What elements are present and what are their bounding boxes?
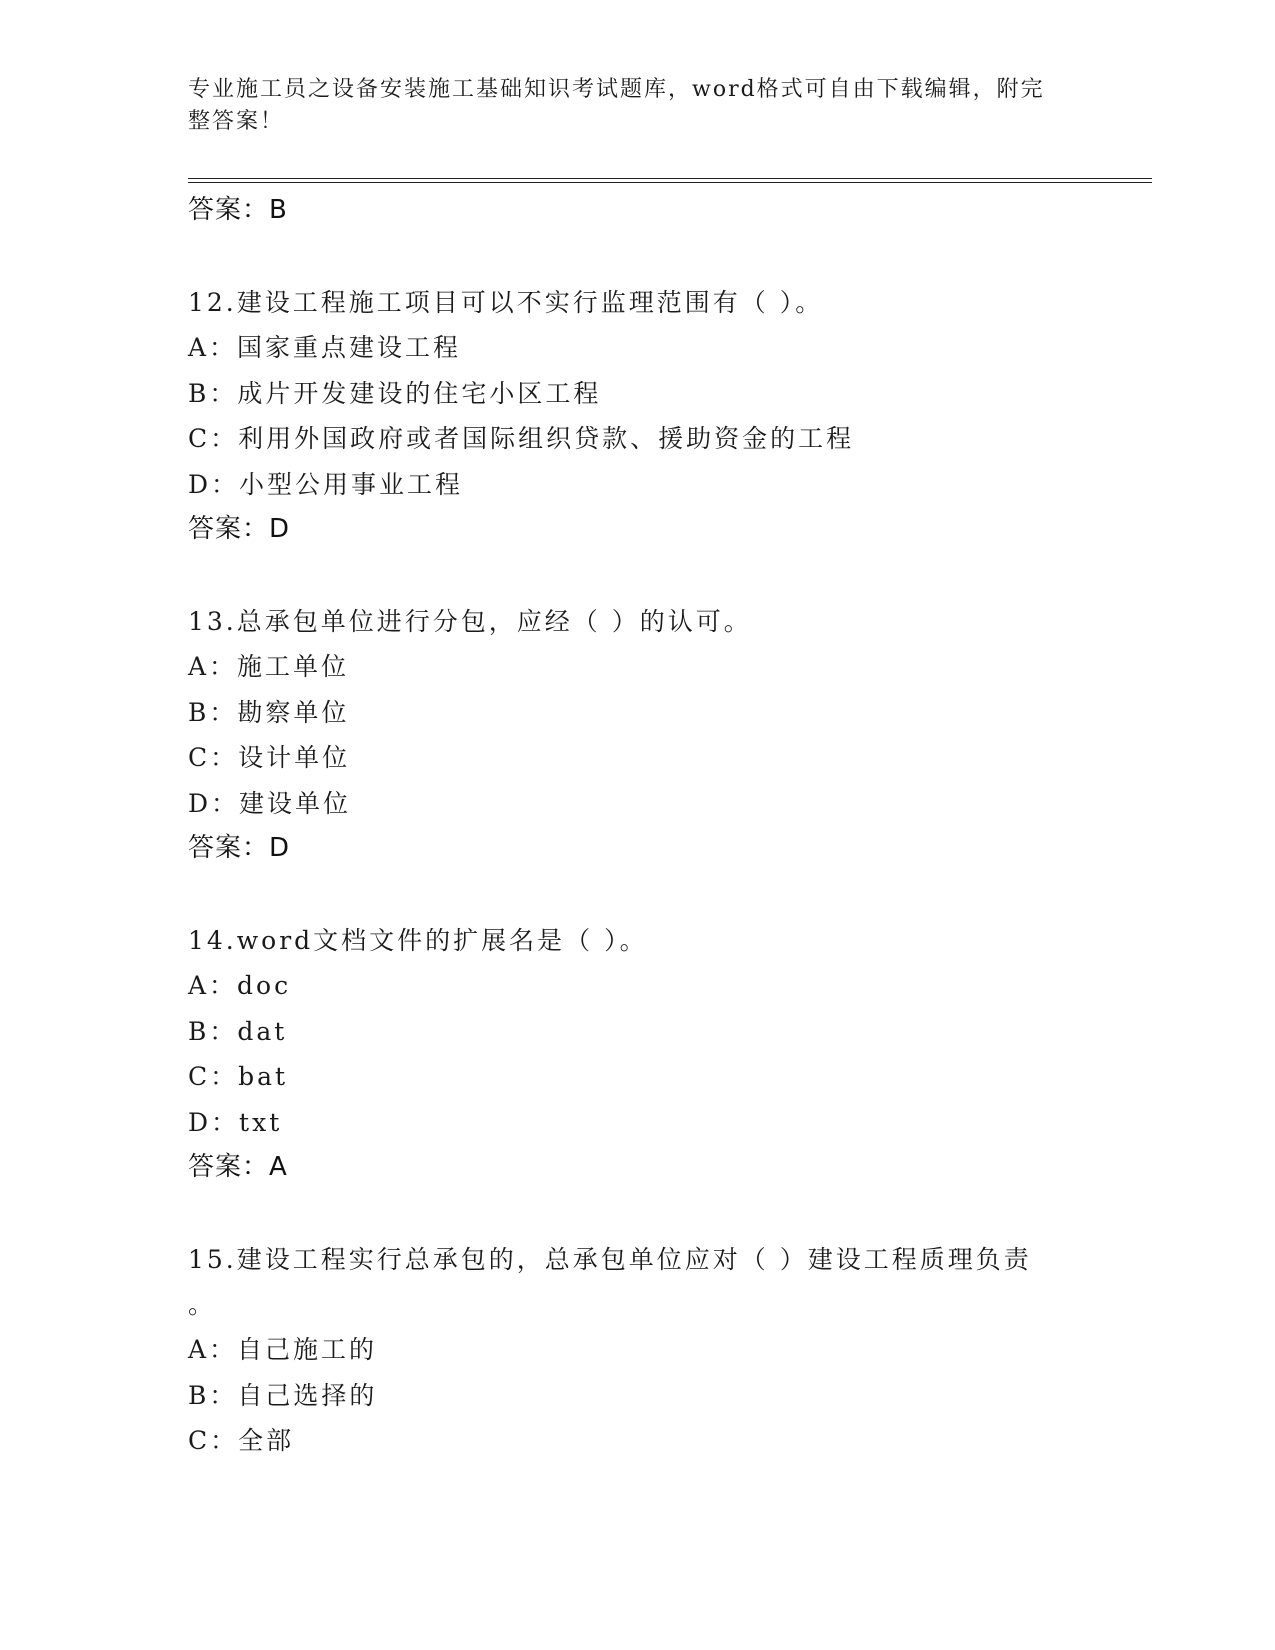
question-list xyxy=(188,188,1152,1464)
option-b: B：自己选择的 xyxy=(188,1380,378,1410)
header-divider xyxy=(188,178,1152,183)
spacer xyxy=(188,234,1152,280)
question-14 xyxy=(188,918,1152,1191)
spacer xyxy=(188,553,1152,599)
option-c: C：利用外国政府或者国际组织贷款、援助资金的工程 xyxy=(188,424,855,453)
option-c: C：bat xyxy=(188,1062,289,1091)
option-b: B：勘察单位 xyxy=(188,697,350,727)
question-stem-wrap: 。 xyxy=(188,1290,214,1319)
spacer xyxy=(188,1191,1152,1237)
option-c: C：设计单位 xyxy=(188,743,351,772)
spacer xyxy=(188,872,1152,918)
option-c: C：全部 xyxy=(188,1426,295,1455)
option-d: D：txt xyxy=(188,1107,283,1137)
question-13 xyxy=(188,599,1152,872)
option-b: B：dat xyxy=(188,1016,288,1046)
header-line-1: 专业施工员之设备安装施工基础知识考试题库，word格式可自由下载编辑，附完 xyxy=(188,77,1045,102)
option-a: A：自己施工的 xyxy=(188,1335,378,1364)
option-d: D：小型公用事业工程 xyxy=(188,469,464,499)
question-stem: 13.总承包单位进行分包，应经（ ）的认可。 xyxy=(188,606,752,636)
question-stem: 15.建设工程实行总承包的，总承包单位应对（ ）建设工程质理负责 xyxy=(188,1244,1032,1274)
question-15 xyxy=(188,1237,1152,1464)
answer-line: 答案：D xyxy=(188,833,291,863)
option-a: A：doc xyxy=(188,971,292,1000)
header-line-2: 整答案！ xyxy=(188,109,285,134)
option-a: A：施工单位 xyxy=(188,652,350,681)
answer-line: 答案：A xyxy=(188,1152,288,1182)
answer-line: 答案：D xyxy=(188,514,291,544)
option-b: B：成片开发建设的住宅小区工程 xyxy=(188,378,602,408)
document-header xyxy=(188,74,1068,138)
answer-line: 答案：B xyxy=(188,195,288,225)
option-d: D：建设单位 xyxy=(188,788,352,818)
question-12 xyxy=(188,280,1152,553)
question-stem: 12.建设工程施工项目可以不实行监理范围有（ ）。 xyxy=(188,287,824,317)
option-a: A：国家重点建设工程 xyxy=(188,333,462,362)
question-stem: 14.word文档文件的扩展名是（ ）。 xyxy=(188,925,648,955)
